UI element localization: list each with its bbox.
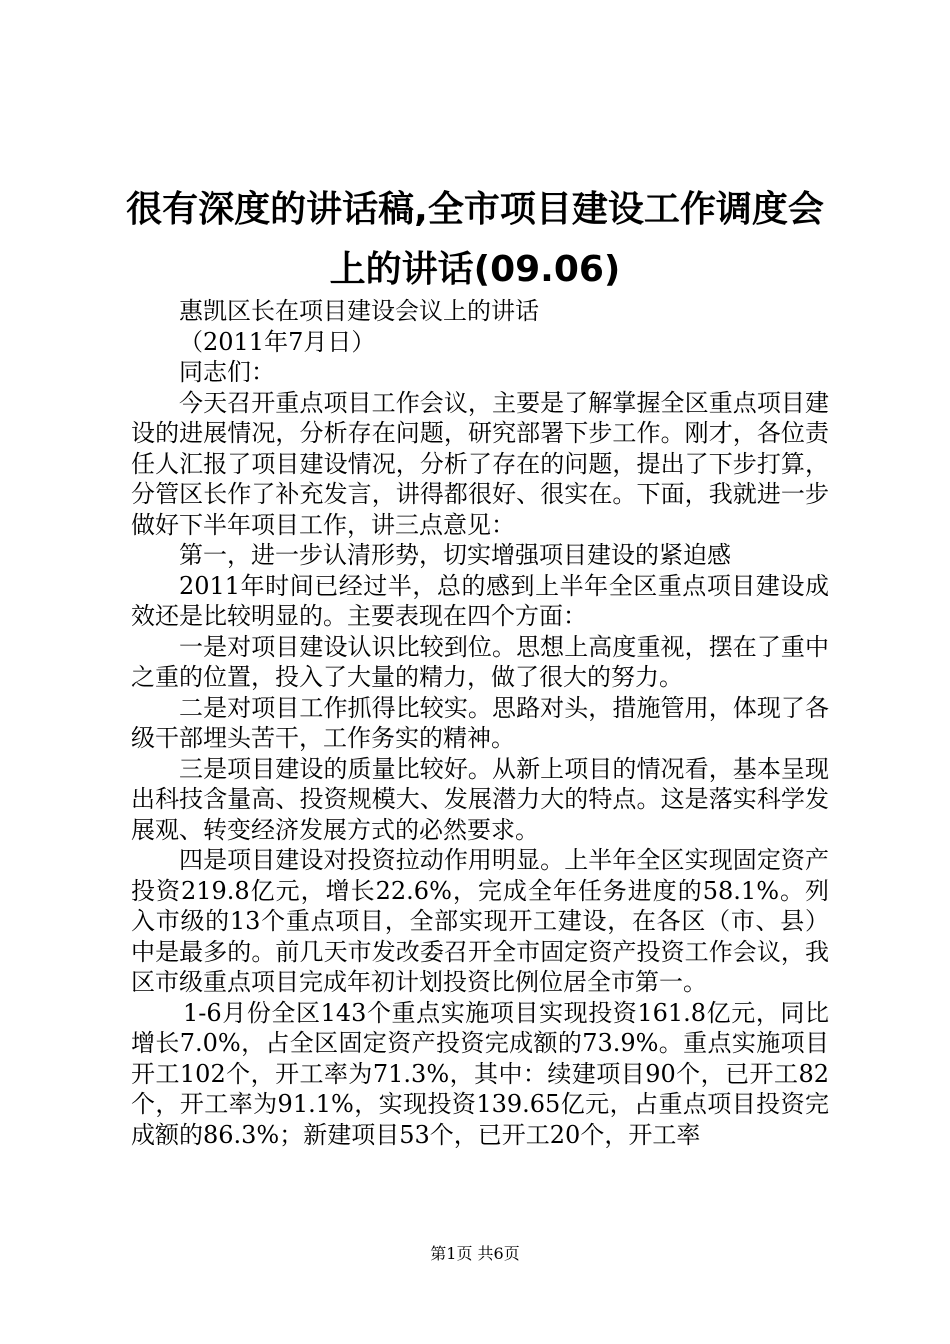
document-body [131, 296, 829, 1150]
date-line: （2011年7月日） [179, 327, 376, 356]
paragraph-overview: 2011年时间已经过半，总的感到上半年全区重点项目建设成效还是比较明显的。主要表现在四个方面： [131, 571, 829, 630]
paragraph-point-4: 四是项目建设对投资拉动作用明显。上半年全区实现固定资产投资219.8亿元，增长22.6%，完成全年任务进度的58.1%。列入市级的13个重点项目，全部实现开工建设，在各区（市、县）中是最多的。前几天市发改委召开全市固定资产投资工作会议，我区市级重点项目完成年初计划投资比例位居全市第一。 [131, 846, 829, 996]
paragraph-statistics: 1-6月份全区143个重点实施项目实现投资161.8亿元，同比增长7.0%，占全区固定资产投资完成额的73.9%。重点实施项目开工102个，开工率为71.3%，其中：续建项目90个，已开工82个，开工率为91.1%，实现投资139.65亿元，占重点项目投资完成额的86.3%；新建项目53个，已开工20个，开工率 [131, 998, 829, 1149]
document-title-line-2: 上的讲话(09.06) [329, 249, 621, 290]
section-heading-1: 第一，进一步认清形势，切实增强项目建设的紧迫感 [179, 541, 731, 569]
paragraph-intro: 今天召开重点项目工作会议，主要是了解掌握全区重点项目建设的进展情况，分析存在问题，研究部署下步工作。刚才，各位责任人汇报了项目建设情况，分析了存在的问题，提出了下步打算，分管区长作了补充发言，讲得都很好、很实在。下面，我就进一步做好下半年项目工作，讲三点意见： [131, 388, 829, 539]
salutation: 同志们： [179, 358, 275, 386]
paragraph-point-3: 三是项目建设的质量比较好。从新上项目的情况看，基本呈现出科技含量高、投资规模大、发展潜力大的特点。这是落实科学发展观、转变经济发展方式的必然要求。 [131, 754, 829, 844]
paragraph-point-2: 二是对项目工作抓得比较实。思路对头，措施管用，体现了各级干部埋头苦干，工作务实的精神。 [131, 693, 829, 752]
paragraph-point-1: 一是对项目建设认识比较到位。思想上高度重视，摆在了重中之重的位置，投入了大量的精力，做了很大的努力。 [131, 632, 829, 691]
document-title-line-1: 很有深度的讲话稿,全市项目建设工作调度会 [126, 189, 824, 230]
page-number-footer: 第1页 共6页 [430, 1244, 520, 1263]
speaker-line: 惠凯区长在项目建设会议上的讲话 [179, 297, 539, 325]
